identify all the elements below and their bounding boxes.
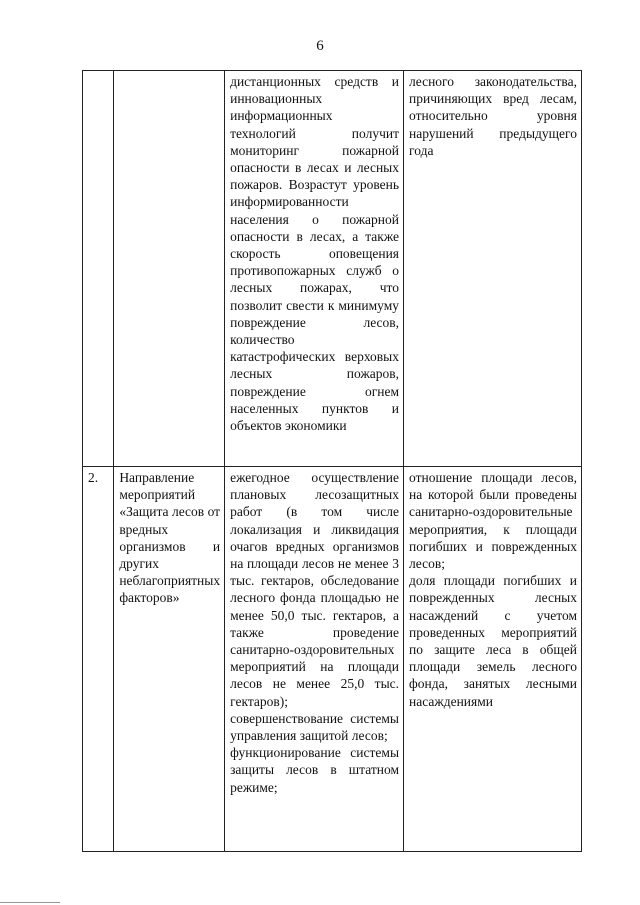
description-text: дистанционных средств и инновационных информационных технологий получит мониторинг пожарной опасности в лесах и лесных пожаров. Возрастут уровень информированности населения о пожарной опасности в лесах, а также скорость оповещения противопожарных служб о лесных пожарах, что позволит свести к минимуму повреждение лесов, количество катастрофических верховых лесных пожаров, повреждение огнем населенных пунктов и объектов экономики (230, 74, 400, 434)
indicator-cell (404, 71, 582, 467)
direction-text: Направление мероприятий «Защита лесов от вредных организмов и других неблагоприятных факторов» (119, 470, 221, 606)
indicator-text: лесного законодательства, причиняющих вред лесам, относительно уровня нарушений предыдущего года (409, 74, 577, 158)
description-text: ежегодное осуществление плановых лесозащитных работ (в том числе локализация и ликвидация очагов вредных организмов на площади лесов не менее 3 тыс. гектаров, обследование лесного фонда площадью не менее 50,0 тыс. гектаров, а также проведение санитарно-оздоровительных мероприятий на площади лесов не менее 25,0 тыс. гектаров); совершенствование системы управления защитой лесов; функционирование системы защиты лесов в штатном режиме; (230, 470, 400, 795)
indicator-cell (404, 467, 582, 852)
description-cell (225, 71, 404, 467)
table-row (83, 467, 582, 852)
description-cell (225, 467, 404, 852)
program-table (82, 70, 582, 852)
footer-rule (0, 902, 60, 903)
row-number-cell (83, 71, 114, 467)
page-number: 6 (316, 38, 324, 54)
direction-cell (114, 71, 225, 467)
table-row (83, 71, 582, 467)
direction-cell (114, 467, 225, 852)
row-number-cell: 2. (83, 467, 114, 852)
indicator-text: отношение площади лесов, на которой были проведены санитарно-оздоровительные мероприятия, к площади погибших и поврежденных лесов; доля площади погибших и поврежденных лесных насаждений с учетом проведенных мероприятий по защите леса в общей площади земель лесного фонда, занятых лесными насаждениями (409, 470, 577, 709)
